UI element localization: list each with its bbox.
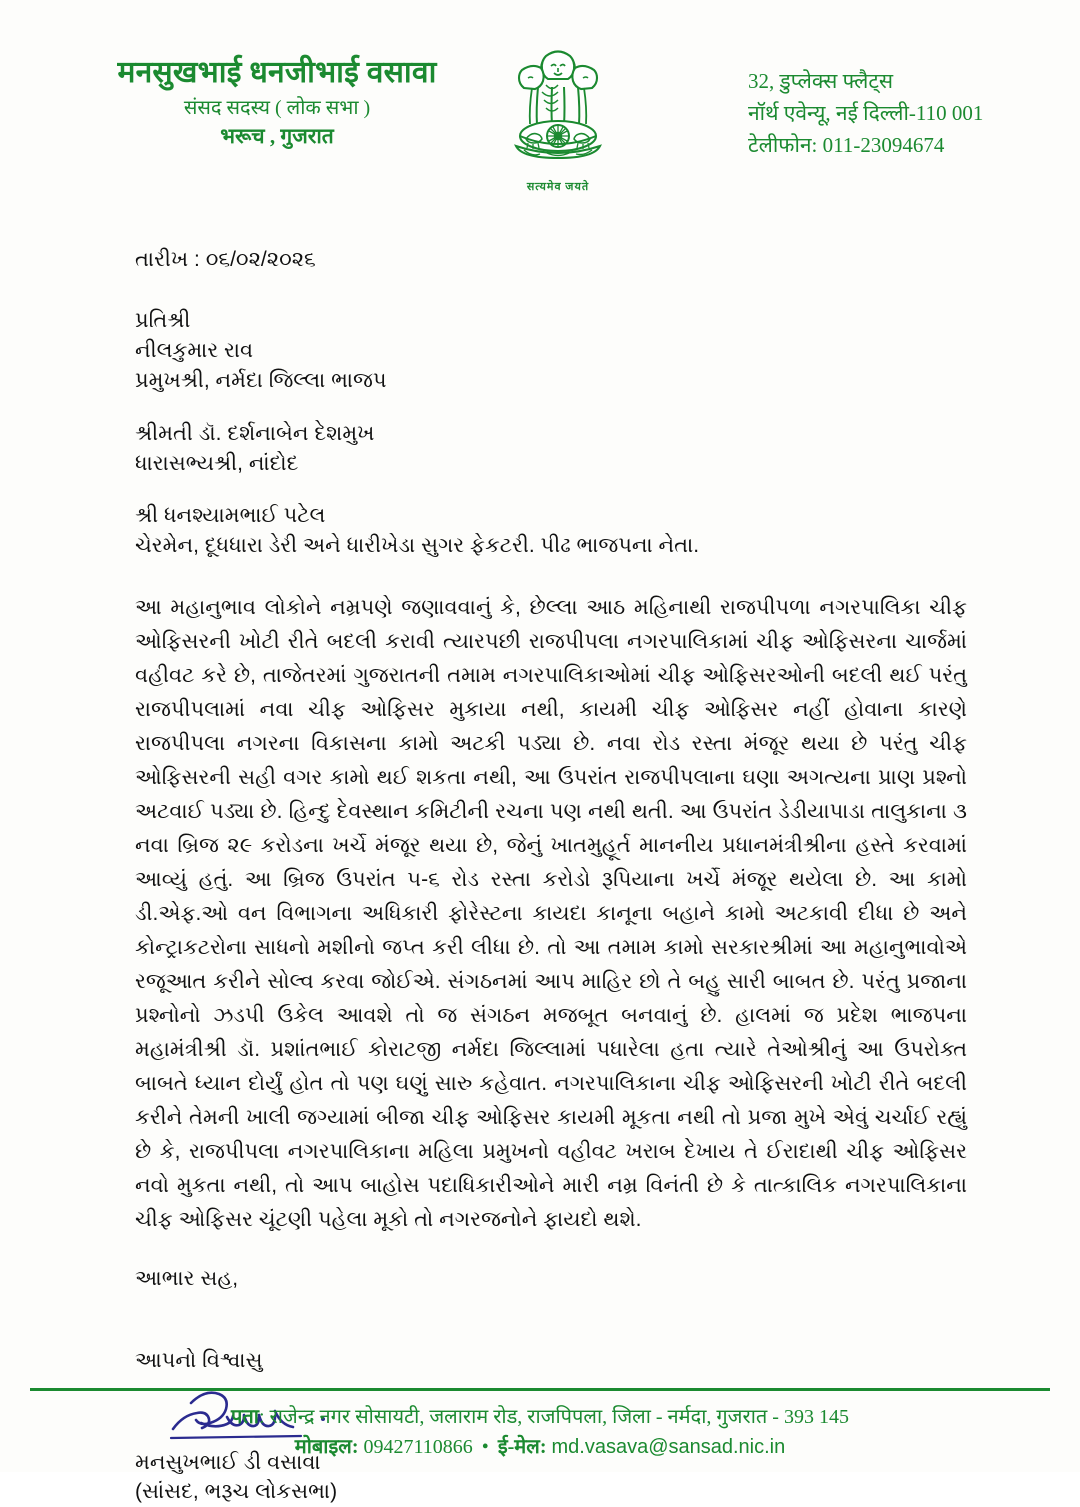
letterhead-address (748, 66, 983, 162)
letter-body (135, 248, 967, 1507)
footer-email-label: ई-मेल: (497, 1436, 547, 1458)
addressee-block-3 (135, 501, 967, 561)
date-line: તારીખ : ૦૬/૦૨/૨૦૨૬ (135, 248, 316, 271)
emblem-motto: सत्यमेव जयते (526, 181, 590, 193)
addressee-name: શ્રીમતી ડૉ. દર્શનાબેન દેશમુખ (135, 422, 375, 446)
member-name: मनसुखभाई धनजीभाई वसावा (117, 56, 437, 89)
letter-body-paragraph: આ મહાનુભાવ લોકોને નમ્રપણે જણાવવાનું કે, છેલ્લા આઠ મહિનાથી રાજપીપળા નગરપાલિકા ચીફ ઓફિસરની ખોટી રીતે બદલી કરાવી ત્યારપછી રાજપીપલા નગરપાલિકામાં ચીફ ઓફિસરના ચાર્જમાં વહીવટ કરે છે, તાજેતરમાં ગુજરાતની તમામ નગરપાલિકાઓમાં ચીફ ઓફિસરઓની બદલી થઈ પરંતુ રાજપીપલામાં નવા ચીફ ઓફિસર મુકાયા નથી, કાયમી ચીફ ઓફિસર નહીં હોવાના કારણે રાજપીપલા નગરના વિકાસના કામો અટકી પડ્યા છે. નવા રોડ રસ્તા મંજૂર થયા છે પરંતુ ચીફ ઓફિસરની સહી વગર કામો થઈ શકતા નથી, આ ઉપરાંત રાજપીપલાના ઘણા અગત્યના પ્રાણ પ્રશ્નો અટવાઈ પડ્યા છે. હિન્દુ દેવસ્થાન કમિટીની રચના પણ નથી થતી. આ ઉપરાંત ડેડીયાપાડા તાલુકાના ૩ નવા બ્રિજ ૨૯ કરોડના ખર્ચે મંજૂર થયા છે, જેનું ખાતમુહૂર્ત માનનીય પ્રધાનમંત્રીશ્રીના હસ્તે કરવામાં આવ્યું હતું. આ બ્રિજ ઉપરાંત ૫-૬ રોડ રસ્તા કરોડો રૂપિયાના ખર્ચે મંજૂર થયેલા છે. આ કામો ડી.એફ.ઓ વન વિભાગના અધિકારી ફોરેસ્ટના કાયદા કાનૂના બહાને કામો અટકાવી દીધા છે અને કોન્ટ્રાકટરોના સાધનો મશીનો જપ્ત કરી લીધા છે. તો આ તમામ કામો સરકારશ્રીમાં આ મહાનુભાવોએ રજૂઆત કરીને સોલ્વ કરવા જોઈએ. સંગઠનમાં આપ માહિર છો તે બહુ સારી બાબત છે. પરંતુ પ્રજાના પ્રશ્નોનો ઝડપી ઉકેલ આવશે તો જ સંગઠન મજબૂત બનવાનું છે. હાલમાં જ પ્રદેશ ભાજપના મહામંત્રીશ્રી ડૉ. પ્રશાંતભાઈ કોરાટજી નર્મદા જિલ્લામાં પધારેલા હતા ત્યારે તેઓશ્રીનું આ ઉપરોક્ત બાબતે ધ્યાન દોર્યું હોત તો પણ ઘણું સારુ કહેવાત. નગરપાલિકાના ચીફ ઓફિસરની ખોટી રીતે બદલી કરીને તેમની ખાલી જગ્યામાં બીજા ચીફ ઓફિસર કાયમી મૂકતા નથી તો પ્રજા મુખે એવું ચર્ચાઈ રહ્યું છે કે, રાજપીપલા નગરપાલિકાના મહિલા પ્રમુખનો વહીવટ ખરાબ દેખાય તે ઈરાદાથી ચીફ ઓફિસર નવો મુકતા નથી, તો આપ બાહોસ પદાધિકારીઓને મારી નમ્ર વિનંતી છે કે તાત્કાલિક નગરપાલિકાના ચીફ ઓફિસર ચૂંટણી પહેલા મૂકો તો નગરજનોને ફાયદો થશે. (135, 595, 967, 1231)
address-line-1: 32, डुप्लेक्स फ्लैट्स (748, 69, 894, 93)
footer-mobile-label: मोबाइल: (294, 1436, 359, 1458)
footer-divider (30, 1388, 1050, 1391)
letterhead (0, 40, 1080, 200)
addressee-title: ચેરમેન, દૂધધારા ડેરી અને ધારીખેડા સુગર ફેકટરી. પીઢ ભાજપના નેતા. (135, 533, 700, 557)
address-line-2: नॉर्थ एवेन्यू, नई दिल्ली-110 001 (748, 100, 984, 125)
india-state-emblem-ashoka-lion-capital-icon (502, 40, 614, 178)
signer-name: મનસુખભાઈ ડી વસાવા (135, 1450, 321, 1474)
addressee-title: પ્રમુખશ્રી, નર્મદા જિલ્લા ભાજપ (135, 368, 387, 392)
footer-address-line (0, 1402, 1080, 1432)
addressee-block-2 (135, 419, 967, 479)
addressee-name: શ્રી ધનશ્યામભાઈ પટેલ (135, 504, 326, 528)
addressee-salutation: પ્રતિશ્રી (135, 309, 191, 332)
valediction-line: આપનો વિશ્વાસુ (135, 1348, 263, 1372)
closing-line: આભાર સહ, (135, 1266, 239, 1290)
footer-email-value: md.vasava@sansad.nic.in (551, 1436, 786, 1458)
footer-address-value: : राजेन्द्र नगर सोसायटी, जलाराम रोड, राजपिपला, जिला - नर्मदा, गुजरात - 393 145 (258, 1406, 849, 1428)
letterhead-identity (62, 56, 492, 150)
member-designation: संसद सदस्य ( लोक सभा ) (183, 96, 371, 119)
footer-mobile-value: 09427110866 (363, 1436, 473, 1458)
signer-title: (સાંસદ, ભરૂચ લોકસભા) (135, 1479, 338, 1503)
addressee-title: ધારાસભ્યશ્રી, નાંદોદ (135, 452, 299, 476)
addressee-block-1 (135, 306, 967, 395)
addressee-name: નીલકુમાર રાવ (135, 338, 254, 362)
footer-separator: • (481, 1436, 489, 1458)
address-line-3: टेलीफोन: 011-23094674 (748, 132, 945, 157)
footer-address-label: पता (231, 1406, 259, 1428)
state-emblem (494, 40, 622, 202)
footer-contact-line (0, 1432, 1080, 1462)
footer (0, 1402, 1080, 1462)
member-constituency: भरूच , गुजरात (220, 123, 334, 148)
